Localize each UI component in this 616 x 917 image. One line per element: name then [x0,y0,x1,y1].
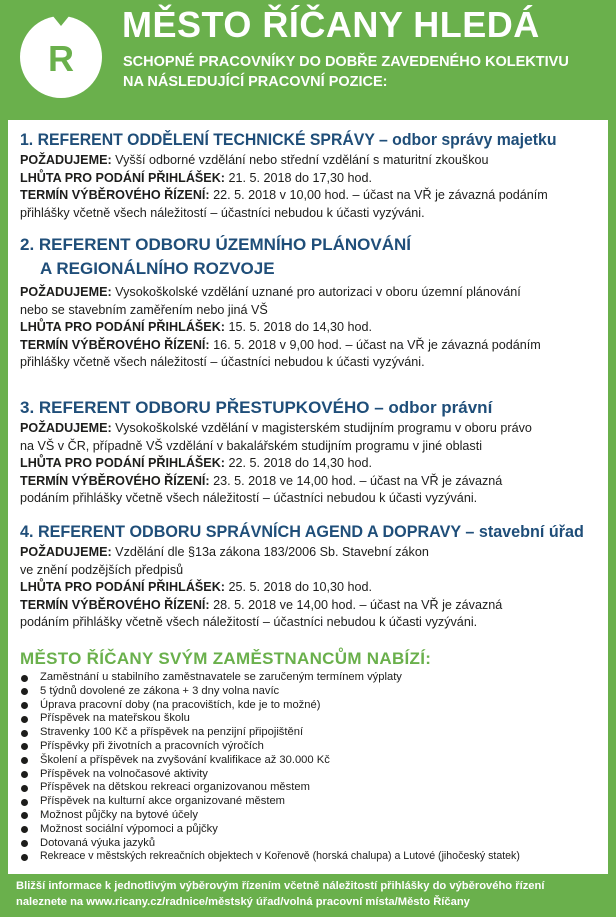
position-2-title-cont: A REGIONÁLNÍHO ROZVOJE [40,259,275,278]
position-3-req-label: POŽADUJEME: [20,421,112,435]
position-4-title [20,520,584,544]
position-2-term-text: 16. 5. 2018 v 9,00 hod. – účast na VŘ je závazná podáním [209,337,541,352]
position-3-req-text: Vysokoškolské vzdělání v magisterském studijním programu v oboru právo [111,421,532,435]
position-4-term-label: TERMÍN VÝBĚROVÉHO ŘÍZENÍ: [20,597,210,612]
benefit-item: Zaměstnání u stabilního zaměstnavatele se zaručeným termínem výplaty [20,671,602,685]
subtitle-line-2: NA NÁSLEDUJÍCÍ PRACOVNÍ POZICE: [123,74,388,90]
benefit-item: 5 týdnů dovolené ze zákona + 3 dny volna navíc [20,685,602,699]
benefit-item: Možnost sociální výpomoci a půjčky [20,823,602,837]
position-3-title-dept: – odbor právní [369,398,493,417]
position-2-term-label: TERMÍN VÝBĚROVÉHO ŘÍZENÍ: [20,337,210,352]
position-4 [20,520,602,632]
position-1-title-dept: – odbor správy majetku [374,130,557,149]
benefit-item: Příspěvky při životních a pracovních výročích [20,740,602,754]
logo-notch [48,10,74,26]
position-1 [20,128,602,222]
benefits-section [20,648,602,864]
page-subtitle [123,52,603,92]
position-3-requirements [20,420,602,438]
logo-letter: R [48,38,74,79]
benefit-item: Dotovaná výuka jazyků [20,837,602,851]
position-4-deadline [20,579,602,597]
position-2-deadline-text: 15. 5. 2018 do 14,30 hod. [225,320,373,334]
city-logo [20,16,102,98]
position-1-term [20,187,602,205]
position-1-title-main: 1. REFERENT ODDĚLENÍ TECHNICKÉ SPRÁVY [20,130,375,149]
position-2-title: 2. REFERENT ODBORU ÚZEMNÍHO PLÁNOVÁNÍ [20,235,412,254]
position-3-requirements-cont: na VŠ v ČR, případně VŠ vzdělání v bakalářském studijním programu v jiné oblasti [20,438,482,453]
position-3-title-main: 3. REFERENT ODBORU PŘESTUPKOVÉHO [20,398,370,417]
position-2-deadline [20,319,602,337]
position-2-term-cont: přihlášky včetně všech náležitostí – účastníci nebudou k účasti vyzýváni. [20,355,425,369]
position-2-deadline-label: LHŮTA PRO PODÁNÍ PŘIHLÁŠEK: [20,320,225,334]
position-3-term-cont: podáním přihlášky včetně všech náležitostí – účastníci nebudou k účasti vyzýváni. [20,491,478,505]
benefit-item: Stravenky 100 Kč a příspěvek na penzijní připojištění [20,726,602,740]
subtitle-line-1: SCHOPNÉ PRACOVNÍKY DO DOBŘE ZAVEDENÉHO KOLEKTIVU [123,54,569,70]
position-1-deadline-text: 21. 5. 2018 do 17,30 hod. [225,170,373,185]
benefit-item: Příspěvek na volnočasové aktivity [20,768,602,782]
position-4-term-cont: podáním přihlášky včetně všech náležitostí – účastníci nebudou k účasti vyzýváni. [20,615,478,629]
benefits-list [20,671,602,864]
position-2-req-label: POŽADUJEME: [20,285,112,299]
position-1-title [20,128,561,152]
position-1-term-label: TERMÍN VÝBĚROVÉHO ŘÍZENÍ: [20,188,210,202]
page-title: MĚSTO ŘÍČANY HLEDÁ [122,4,540,45]
position-2-requirements-cont: nebo se stavebním zaměřením nebo jiná VŠ [20,302,268,317]
header [0,0,616,112]
position-2-req-text: Vysokoškolské vzdělání uznané pro autorizaci v oboru územní plánování [111,285,521,299]
benefit-item: Školení a příspěvek na zvyšování kvalifikace až 30.000 Kč [20,754,602,768]
benefits-title: MĚSTO ŘÍČANY SVÝM ZAMĚSTNANCŮM NABÍZÍ: [20,649,432,668]
position-4-title-main: 4. REFERENT ODBORU SPRÁVNÍCH AGEND A DOPRAVY [20,522,461,541]
position-3-term [20,473,602,491]
position-3-deadline-label: LHŮTA PRO PODÁNÍ PŘIHLÁŠEK: [20,456,225,470]
position-1-req-label: POŽADUJEME: [20,153,112,167]
position-4-requirements [20,544,602,562]
footer-url-line[interactable]: naleznete na www.ricany.cz/radnice/městský úřad/volná pracovní místa/Město Říčany [16,896,470,908]
benefit-item: Úprava pracovní doby (na pracovištích, kde je to možné) [20,699,602,713]
position-1-deadline-label: LHŮTA PRO PODÁNÍ PŘIHLÁŠEK: [20,170,225,185]
position-1-req-text: Vyšší odborné vzdělání nebo střední vzdělání s maturitní zkouškou [111,153,489,167]
position-4-term-text: 28. 5. 2018 ve 14,00 hod. – účast na VŘ je závazná [209,597,503,612]
position-1-deadline [20,170,602,188]
position-3-deadline-text: 22. 5. 2018 do 14,30 hod. [225,456,373,470]
position-3-deadline [20,455,602,473]
position-4-deadline-text: 25. 5. 2018 do 10,30 hod. [225,580,373,594]
position-4-requirements-cont: ve znění podzějších předpisů [20,562,184,577]
position-4-title-dept: – stavební úřad [460,522,584,541]
position-4-term [20,597,602,615]
position-3-title [20,396,602,420]
position-2-term [20,337,602,355]
position-1-requirements [20,152,602,170]
benefit-item: Příspěvek na dětskou rekreaci organizovanou městem [20,781,602,795]
position-3-term-text: 23. 5. 2018 ve 14,00 hod. – účast na VŘ je závazná [209,473,503,488]
benefit-item: Příspěvek na kulturní akce organizované městem [20,795,602,809]
position-4-req-label: POŽADUJEME: [20,545,112,559]
position-4-deadline-label: LHŮTA PRO PODÁNÍ PŘIHLÁŠEK: [20,580,225,594]
position-4-req-text: Vzdělání dle §13a zákona 183/2006 Sb. Stavební zákon [111,545,429,559]
content-panel [8,120,608,874]
position-2 [20,233,602,372]
benefit-item: Příspěvek na mateřskou školu [20,712,602,726]
benefit-item: Možnost půjčky na bytové účely [20,809,602,823]
position-1-term-text: 22. 5. 2018 v 10,00 hod. – účast na VŘ je závazná podáním [209,188,548,202]
position-1-term-cont: přihlášky včetně všech náležitostí – účastníci nebudou k účasti vyzýváni. [20,205,425,220]
benefit-item: Rekreace v městských rekreačních objektech v Kořenově (horská chalupa) a Lutové (jihočeský statek) [20,850,602,864]
position-2-requirements [20,284,602,302]
footer-line-1: Bližší informace k jednotlivým výběrovým řízením včetně náležitostí přihlášky do výběrového řízení [16,880,545,892]
position-3 [20,396,602,508]
footer [16,878,606,910]
position-3-term-label: TERMÍN VÝBĚROVÉHO ŘÍZENÍ: [20,473,210,488]
